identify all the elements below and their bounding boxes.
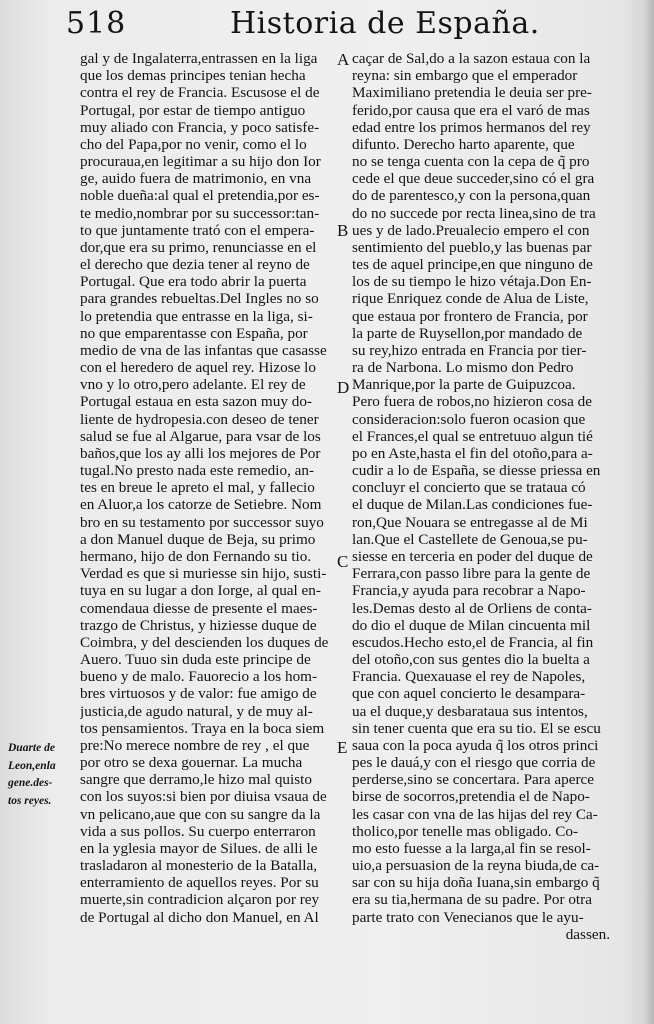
text-line: en la yglesia mayor de Silues. de alli le <box>80 839 318 857</box>
text-line: enterramiento de aquellos reyes. Por su <box>80 874 319 892</box>
text-line: consideracion:solo fueron ocasion que <box>352 410 586 428</box>
text-line: ron,Que Nouara se entregasse al de Mi <box>352 513 588 531</box>
text-line: difunto. Derecho harto aparente, que <box>352 135 575 153</box>
running-title: Historia de España. <box>230 6 540 41</box>
marginal-note-line: gene.des- <box>8 777 53 789</box>
text-line: Coimbra, y del descienden los duques de <box>80 633 329 651</box>
text-line: con el heredero de aquel rey. Hizose lo <box>80 359 316 377</box>
text-line: cudir a lo de España, se diesse priessa en <box>352 462 601 480</box>
section-marker-c: C <box>337 552 349 571</box>
text-line: el Frances,el qual se entretuuo algun tié <box>352 427 593 445</box>
text-line: vida a sus pollos. Su cuerpo enterraron <box>80 822 316 840</box>
text-line: para grandes rebueltas.Del Ingles no so <box>80 290 319 308</box>
text-line: muerte,sin contradicion alçaron por rey <box>80 891 320 909</box>
text-line: ues y de lado.Preualecio empero el con <box>352 221 590 239</box>
text-line: por otro se dexa gouernar. La mucha <box>80 754 303 772</box>
text-line: edad entre los primos hermanos del rey <box>352 118 591 136</box>
text-line: tugal.No presto nada este remedio, an- <box>80 462 315 480</box>
page-number: 518 <box>66 6 127 41</box>
text-line: que con aquel concierto le desampara- <box>352 685 586 703</box>
text-line: to que juntamente trató con el empera- <box>80 221 315 239</box>
text-line: caçar de Sal,do a la sazon estaua con la <box>352 50 591 67</box>
text-line: siesse en terceria en poder del duque de <box>352 547 593 565</box>
text-line: pes le dauá,y con el riesgo que corria de <box>352 754 596 772</box>
section-marker-a: A <box>337 50 350 69</box>
text-line: do de parentesco,y con la persona,quan <box>352 187 591 205</box>
text-line: bro en su testamento por successor suyo <box>80 513 324 531</box>
text-line: tuya en su lugar a don Iorge, al qual en- <box>80 582 321 600</box>
text-line: lan.Que el Castellete de Genoua,se pu- <box>352 530 588 548</box>
text-line: contra el rey de Francia. Escusose el de <box>80 84 320 102</box>
text-line: do dio el duque de Milan cincuenta mil <box>352 616 591 634</box>
text-line: reyna: sin embargo que el emperador <box>352 67 578 85</box>
text-line: les.Demas desto al de Orliens de conta- <box>352 599 592 617</box>
section-marker-b: B <box>337 221 349 240</box>
marginal-note-line: tos reyes. <box>8 794 52 807</box>
text-line: bres virtuosos y de valor: fue amigo de <box>80 685 317 703</box>
text-line: Portugal, por estar de tiempo antiguo <box>80 101 306 119</box>
text-line: po en Aste,hasta el fin del otoño,para a- <box>352 444 593 462</box>
text-line: dor,que era su primo, renunciasse en el <box>80 238 317 256</box>
text-line: noble dueña:al qual el pretendia,por es- <box>80 187 320 205</box>
text-line: parte trato con Venecianos que le ayu- <box>352 908 584 926</box>
text-line: su rey,hizo entrada en Francia por tier- <box>352 341 587 359</box>
text-line: bueno y de malo. Fauorecio a los hom- <box>80 668 318 686</box>
text-line: comendaua diesse de presente el maes- <box>80 599 318 617</box>
text-line: ra de Narbona. Lo mismo don Pedro <box>352 359 574 377</box>
text-line: Ferrara,con passo libre para la gente de <box>352 565 591 583</box>
text-line: Verdad es que si muriesse sin hijo, susti- <box>80 565 327 583</box>
text-line: lo pretendia que entrasse en la liga, si- <box>80 307 313 325</box>
text-line: no se tenga cuenta con la cepa de q̃ pro <box>352 153 590 171</box>
left-text-column <box>80 50 334 926</box>
text-line: de Portugal al dicho don Manuel, en Al <box>80 908 319 926</box>
text-line: muy aliado con Francia, y poco satisfe- <box>80 118 320 136</box>
text-line: ferido,por causa que era el varó de mas <box>352 101 590 119</box>
text-line: el duque de Milan.Las condiciones fue- <box>352 496 593 514</box>
text-line: que los demas principes tenian hecha <box>80 67 306 85</box>
text-line: Maximiliano pretendia le deuia ser pre- <box>352 84 592 102</box>
text-line: pre:No merece nombre de rey , el que <box>80 736 310 754</box>
text-line: vno y lo otro,pero adelante. El rey de <box>80 376 306 394</box>
section-marker-e: E <box>337 738 348 757</box>
text-line: mo esto fuesse a la larga,al fin se resol- <box>352 839 591 857</box>
text-line: concluyr el concierto que se trataua có <box>352 479 586 497</box>
text-line: baños,que los ay alli los mejores de Por <box>80 444 321 462</box>
text-line: era su tia,hermana de su padre. Por otra <box>352 891 592 909</box>
text-line: del otoño,con sus gentes dio la buelta a <box>352 651 590 669</box>
marginal-note-line: Leon,enla <box>8 759 56 772</box>
text-line: medio de vna de las infantas que casasse <box>80 341 327 359</box>
text-line: en Aluor,a los catorze de Setiebre. Nom <box>80 496 322 514</box>
text-line: los de su tiempo le hizo vétaja.Don En- <box>352 273 592 291</box>
text-line: la parte de Ruysellon,por mandado de <box>352 324 583 342</box>
text-line: que estaua por frontero de Francia, por <box>352 307 588 325</box>
text-line: con los suyos:si bien por diuisa vsaua de <box>80 788 327 806</box>
text-line: hermano, hijo de don Fernando su tio. <box>80 547 312 565</box>
text-line: rique Enriquez conde de Alua de Liste, <box>352 290 589 308</box>
right-text-column <box>352 50 610 943</box>
text-line: a don Manuel duque de Beja, su primo <box>80 530 316 548</box>
text-line: trazgo de Christus, y hiziesse duque de <box>80 616 317 634</box>
section-marker-d: D <box>337 378 350 397</box>
text-line: tos pensamientos. Traya en la boca siem <box>80 719 325 737</box>
text-line: escudos.Hecho esto,el de Francia, al fin <box>352 633 594 651</box>
text-line: saua con la poca ayuda q̃ los otros princi <box>352 736 599 754</box>
page-edge-shadow <box>644 0 654 1024</box>
text-line: ge, auido fuera de matrimonio, en vna <box>80 170 312 188</box>
text-line: sangre que derramo,le hizo mal quisto <box>80 771 312 789</box>
text-line: perderse,sino se concertara. Para aperce <box>352 771 595 789</box>
text-line: tholico,por tenelle mas obligado. Co- <box>352 822 579 840</box>
text-line: el derecho que dezia tener al reyno de <box>80 256 310 274</box>
text-line: salud se fue al Algarue, para vsar de los <box>80 427 321 445</box>
text-line: sar con su hija doña Iuana,sin embargo q̃ <box>352 874 600 892</box>
text-line: ua el duque,y desbarataua sus intentos, <box>352 702 588 720</box>
text-line: Portugal. Que era todo abrir la puerta <box>80 273 307 291</box>
text-line: te medio,nombrar por su successor:tan- <box>80 204 320 222</box>
text-line: uio,a persuasion de la reyna biuda,de ca- <box>352 857 600 875</box>
text-line: sentimiento del pueblo,y las buenas par <box>352 238 592 256</box>
text-line: cede el que deue succeder,sino có el gra <box>352 170 595 188</box>
text-line: Pero fuera de robos,no hizieron cosa de <box>352 393 592 411</box>
text-line: birse de socorros,pretendia el de Napo- <box>352 788 590 806</box>
text-line: Francia. Quexauase el rey de Napoles, <box>352 668 586 686</box>
text-line: do no succede por recta linea,sino de tra <box>352 204 596 222</box>
text-line: tes de aquel principe,en que ninguno de <box>352 256 593 274</box>
marginal-note-line: Duarte de <box>8 742 55 754</box>
text-line: Portugal estaua en esta sazon muy do- <box>80 393 312 411</box>
text-line: vn pelicano,aue que con su sangre da la <box>80 805 321 823</box>
text-line: trasladaron al monesterio de la Batalla, <box>80 857 318 875</box>
text-line: justicia,de agudo natural, y de muy al- <box>80 702 313 720</box>
marginal-note <box>8 740 74 810</box>
text-line: cho del Papa,por no venir, como el lo <box>80 135 307 153</box>
text-line: procuraua,en legitimar a su hijo don Ior <box>80 153 321 171</box>
text-line: dassen. <box>565 925 610 943</box>
text-line: no que emparentasse con España, por <box>80 324 308 342</box>
text-line: Francia,y ayuda para recobrar a Napo- <box>352 582 586 600</box>
text-line: sin tener cuenta que era su tio. El se escu <box>352 719 601 737</box>
text-line: liente de hydropesia.con deseo de tener <box>80 410 319 428</box>
text-line: Manrique,por la parte de Guipuzcoa. <box>352 376 576 394</box>
text-line: gal y de Ingalaterra,entrassen en la liga <box>80 50 318 67</box>
text-line: les casar con vna de las hijas del rey Ca- <box>352 805 598 823</box>
text-line: tes en breue le apreto el mal, y fallecio <box>80 479 315 497</box>
text-line: Auero. Tuuo sin duda este principe de <box>80 651 311 669</box>
